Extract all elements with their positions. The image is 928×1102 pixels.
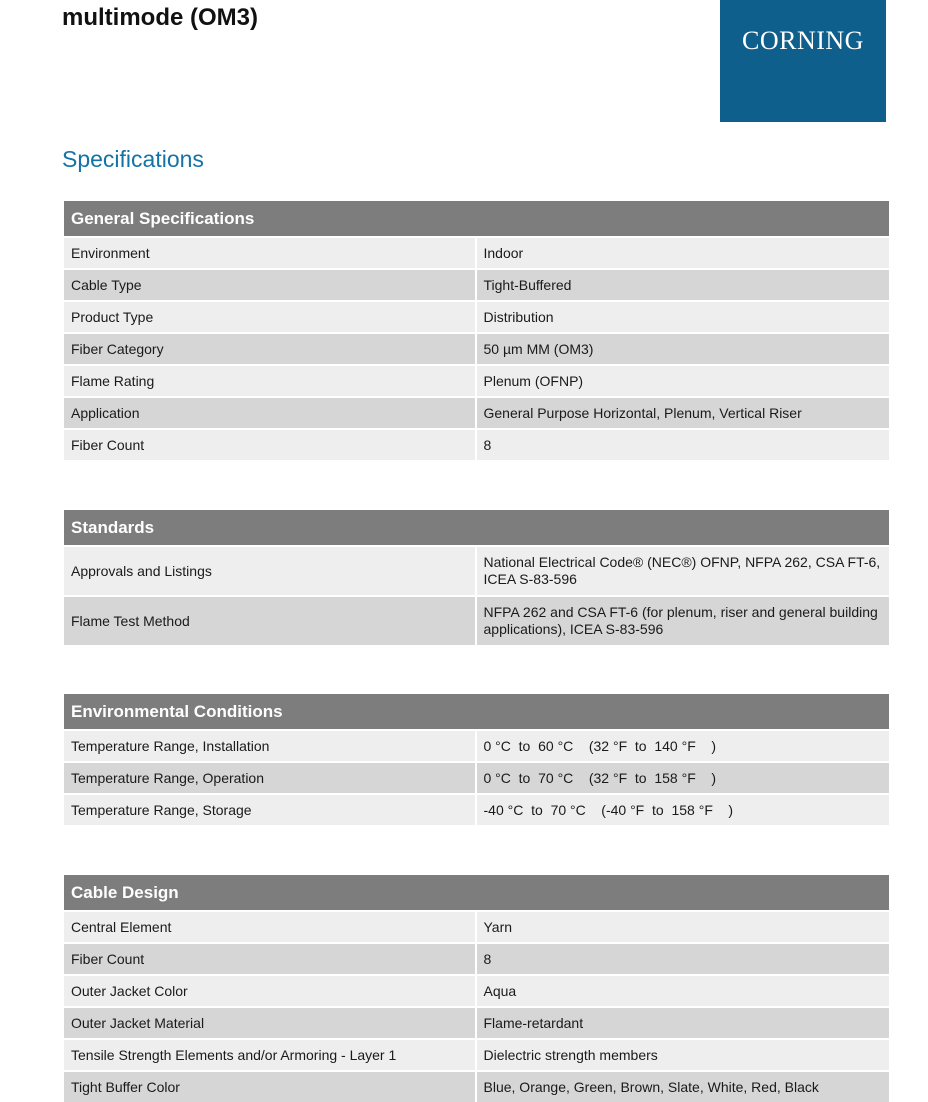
spec-label: Fiber Count <box>64 942 477 974</box>
table-row <box>64 595 889 645</box>
spec-value: NFPA 262 and CSA FT-6 (for plenum, riser and general building applications), ICEA S-83-596 <box>477 595 890 645</box>
logo-text: CORNING <box>742 26 864 55</box>
spec-value: Flame-retardant <box>477 1006 890 1038</box>
spec-label: Tight Buffer Color <box>64 1070 477 1102</box>
spec-label: Outer Jacket Material <box>64 1006 477 1038</box>
table-row <box>64 545 889 595</box>
table-row <box>64 793 889 825</box>
spec-value: Distribution <box>477 300 890 332</box>
spec-label: Application <box>64 396 477 428</box>
spec-value: -40 °C to 70 °C (-40 °F to 158 °F ) <box>477 793 890 825</box>
table-header: Cable Design <box>64 875 889 910</box>
table-row <box>64 1038 889 1070</box>
table-row <box>64 300 889 332</box>
spec-label: Approvals and Listings <box>64 545 477 595</box>
table-row <box>64 1006 889 1038</box>
table-row <box>64 396 889 428</box>
table-header: Standards <box>64 510 889 545</box>
standards-table <box>64 510 889 645</box>
page-title: multimode (OM3) <box>62 4 258 31</box>
spec-label: Product Type <box>64 300 477 332</box>
spec-label: Fiber Count <box>64 428 477 460</box>
section-heading: Specifications <box>62 146 204 172</box>
table-row <box>64 942 889 974</box>
table-row <box>64 332 889 364</box>
spec-value: Aqua <box>477 974 890 1006</box>
table-row <box>64 729 889 761</box>
environmental-conditions-table <box>64 694 889 825</box>
table-row <box>64 236 889 268</box>
spec-value: 8 <box>477 942 890 974</box>
table-row <box>64 910 889 942</box>
spec-value: 8 <box>477 428 890 460</box>
table-header: General Specifications <box>64 201 889 236</box>
table-header: Environmental Conditions <box>64 694 889 729</box>
table-row <box>64 428 889 460</box>
spec-label: Fiber Category <box>64 332 477 364</box>
corning-logo <box>720 0 886 122</box>
spec-label: Cable Type <box>64 268 477 300</box>
table-row <box>64 761 889 793</box>
spec-value: 50 µm MM (OM3) <box>477 332 890 364</box>
table-row <box>64 364 889 396</box>
spec-value: Indoor <box>477 236 890 268</box>
spec-label: Flame Rating <box>64 364 477 396</box>
spec-value: Tight-Buffered <box>477 268 890 300</box>
table-row <box>64 1070 889 1102</box>
spec-label: Outer Jacket Color <box>64 974 477 1006</box>
spec-value: Blue, Orange, Green, Brown, Slate, White, Red, Black <box>477 1070 890 1102</box>
spec-label: Flame Test Method <box>64 595 477 645</box>
spec-value: National Electrical Code® (NEC®) OFNP, NFPA 262, CSA FT-6, ICEA S-83-596 <box>477 545 890 595</box>
cable-design-table <box>64 875 889 1102</box>
spec-value: 0 °C to 60 °C (32 °F to 140 °F ) <box>477 729 890 761</box>
spec-label: Environment <box>64 236 477 268</box>
spec-value: 0 °C to 70 °C (32 °F to 158 °F ) <box>477 761 890 793</box>
spec-label: Central Element <box>64 910 477 942</box>
spec-label: Temperature Range, Storage <box>64 793 477 825</box>
spec-value: General Purpose Horizontal, Plenum, Vertical Riser <box>477 396 890 428</box>
table-row <box>64 974 889 1006</box>
spec-value: Dielectric strength members <box>477 1038 890 1070</box>
spec-label: Tensile Strength Elements and/or Armoring - Layer 1 <box>64 1038 477 1070</box>
spec-value: Yarn <box>477 910 890 942</box>
spec-label: Temperature Range, Operation <box>64 761 477 793</box>
spec-value: Plenum (OFNP) <box>477 364 890 396</box>
spec-label: Temperature Range, Installation <box>64 729 477 761</box>
general-specifications-table <box>64 201 889 460</box>
table-row <box>64 268 889 300</box>
